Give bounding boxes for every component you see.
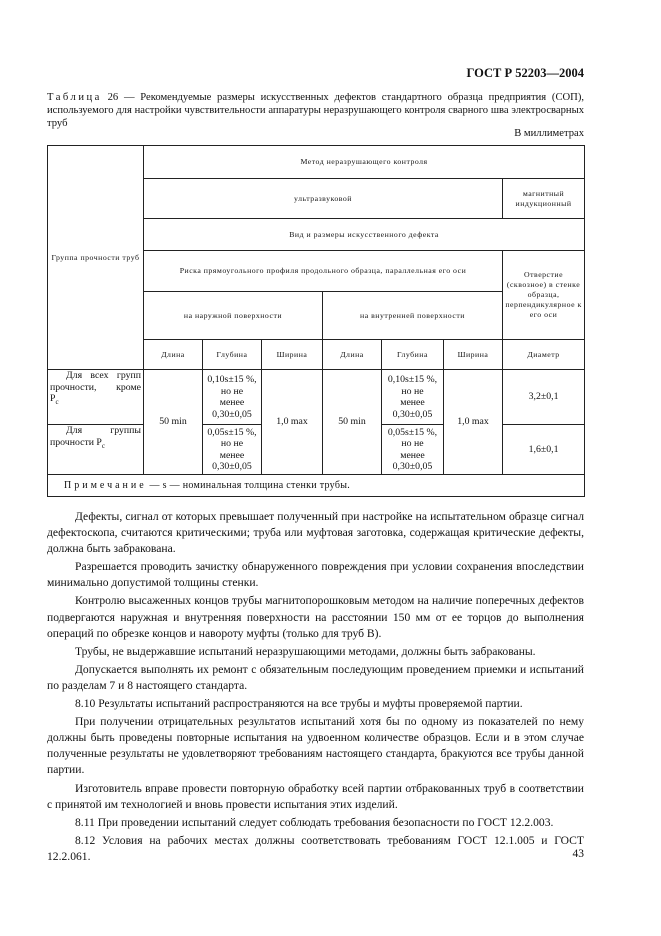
col-length-outer: Длина [144,340,203,370]
paragraph: Изготовитель вправе провести повторную обработку всей партии отбракованных труб в соответствии с принятой им технологией и вновь провести испытания этих изделий. [47,781,584,811]
diameter-value: 1,6±0,1 [503,425,585,475]
depth-outer-cell: 0,05s±15 %, но не менее 0,30±0,05 [203,425,262,475]
defects-table [47,145,585,497]
col-width-outer: Ширина [262,340,323,370]
paragraph: Контролю высаженных концов трубы магнитопорошковым методом на наличие поперечных дефектов подвергаются наружная и внутренняя поверхности на расстоянии 150 мм от ее торцов до выполнения операций по обрезке концов и навороту муфты (только для труб В). [47,594,584,640]
document-header: ГОСТ Р 52203—2004 [466,66,584,80]
paragraph: Допускается выполнять их ремонт с обязательным последующим проведением приемки и испытаний по разделам 7 и 8 настоящего стандарта. [47,662,584,692]
page-number: 43 [572,848,584,860]
col-length-inner: Длина [323,340,382,370]
diameter-value: 3,2±0,1 [503,370,585,425]
group-cell: Для группы прочности $P_c$ [48,425,144,475]
table-caption [47,92,584,130]
depth-inner-cell: 0,10s±15 %, но не менее 0,30±0,05 [382,370,444,425]
length-inner-value: 50 min [323,370,382,475]
paragraph: 8.10 Результаты испытаний распространяются на все трубы и муфты проверяемой партии. [75,697,523,711]
col-diameter: Диаметр [503,340,585,370]
table-row [48,370,585,425]
paragraph: Разрешается проводить зачистку обнаруженного повреждения при условии сохранения впоследствии минимально допустимой толщины стенки. [47,560,584,590]
paragraph: 8.11 При проведении испытаний следует соблюдать требования безопасности по ГОСТ 12.2.003. [75,815,554,829]
depth-outer-cell: 0,10s±15 %, но не менее 0,30±0,05 [203,370,262,425]
notch-header: Риска прямоугольного профиля продольного образца, параллельная его оси [144,251,503,292]
col-width-inner: Ширина [444,340,503,370]
table-caption-text: 26 — Рекомендуемые размеры искусственных дефектов стандартного образца предприятия (СОП), используемого для настройки чувствительности аппаратуры неразрушающего контроля сварного шва электросварных труб [47,92,584,129]
paragraph: При получении отрицательных результатов испытаний хотя бы по одному из показателей по нему должны быть проведены повторные испытания на удвоенном количестве образцов. Если и в этом случае полученные результаты не удовлетворяют требованиям настоящего стандарта, бракуются все трубы данной партии. [47,715,584,777]
paragraph: 8.12 Условия на рабочих местах должны соответствовать требованиям ГОСТ 12.1.005 и ГОСТ 12.2.061. [47,833,584,863]
body-text [47,509,584,865]
group-header: Группа прочности труб [48,146,144,370]
magnetic-header: магнитный индукционный [503,179,585,219]
col-depth-outer: Глубина [203,340,262,370]
table-note: Примечание — s — номинальная толщина стенки трубы. [48,475,585,497]
group-cell: Для всех групп прочности, кроме $P_c$ [48,370,144,425]
method-header: Метод неразрушающего контроля [144,146,585,179]
hole-header: Отверстие (сквозное) в стенке образца, перпендикулярное к его оси [503,251,585,340]
units-label: В миллиметрах [514,128,584,139]
outer-surface-header: на наружной поверхности [144,292,323,340]
length-outer-value: 50 min [144,370,203,475]
width-outer-value: 1,0 max [262,370,323,475]
width-inner-value: 1,0 max [444,370,503,475]
table-caption-label: Таблица [47,92,102,103]
col-depth-inner: Глубина [382,340,444,370]
ultrasonic-header: ультразвуковой [144,179,503,219]
inner-surface-header: на внутренней поверхности [323,292,503,340]
depth-inner-cell: 0,05s±15 %, но не менее 0,30±0,05 [382,425,444,475]
paragraph: Дефекты, сигнал от которых превышает полученный при настройке на испытательном образце сигнал дефектоскопа, считаются критическими; труба или муфтовая заготовка, содержащая критические дефекты, должна быть забракована. [47,510,584,556]
defect-kind-header: Вид и размеры искусственного дефекта [144,219,585,251]
paragraph: Трубы, не выдержавшие испытаний неразрушающими методами, должны быть забракованы. [75,644,536,658]
